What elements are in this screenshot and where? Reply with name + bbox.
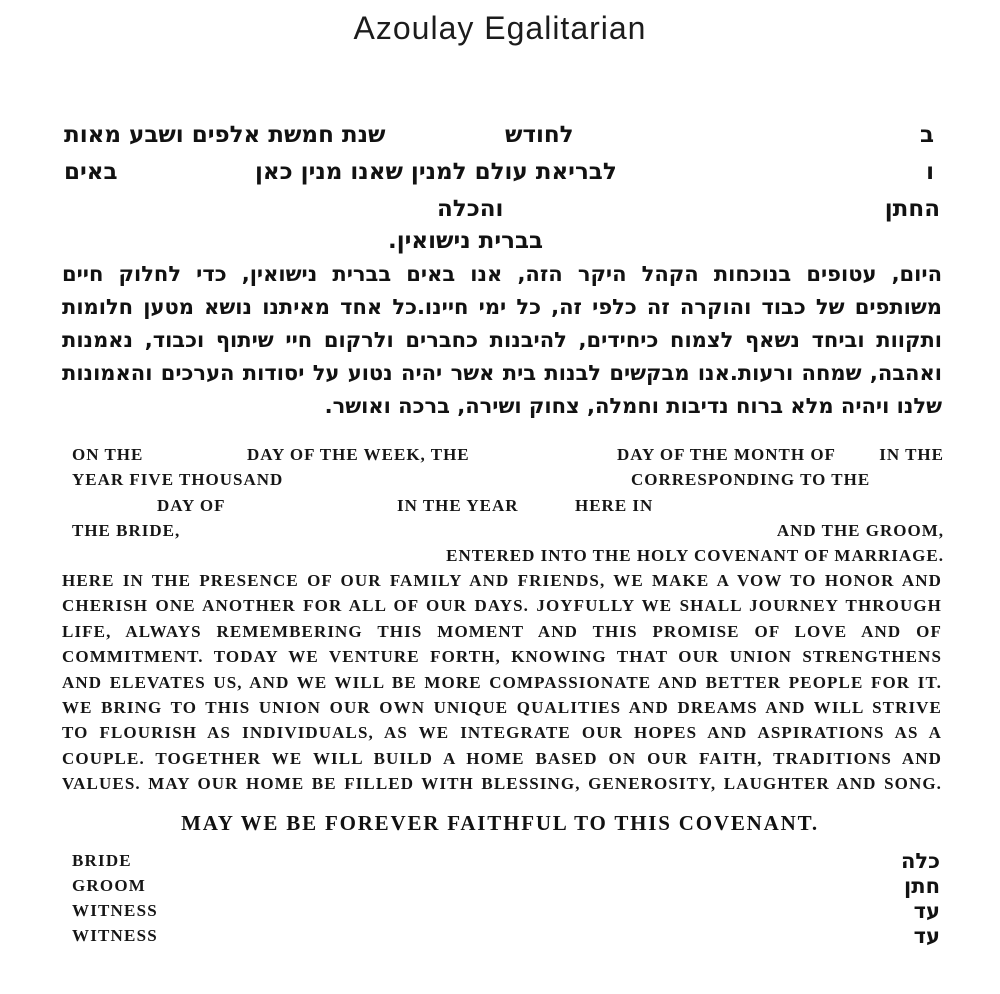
covenant-declaration: MAY WE BE FOREVER FAITHFUL TO THIS COVENANT. (181, 811, 819, 835)
hebrew-creation-label: לבריאת עולם למנין שאנו מנין כאן (255, 159, 617, 185)
english-day-of-month-label: DAY OF THE MONTH OF (617, 445, 836, 464)
signature-label-bride: BRIDE (72, 851, 132, 870)
hebrew-covenant-label: בברית נישואין. (388, 228, 544, 254)
english-in-the-label: IN THE (879, 445, 944, 464)
hebrew-paragraph: היום, עטופים בנוכחות הקהל היקר הזה, אנו באים בברית נישואין, כדי לחלוק חיים משותפים של כבוד והוקרה זה כלפי זה, כל ימי חיינו.כל אחד מאיתנו נושא מטען חלומות ותקוות וביחד נשאף לצמוח כיחידים, להיבנות כחברים ולרקום חיי שיתוף וכבוד, נאמנות ואהבה, שמחה ורעות.אנו מבקשים לבנות בית אשר יהיה נטוע על יסודות הערכים והאמונות שלנו ויהיה מלא ברוח נדיבות וחמלה, צחוק ושירה, ברכה ואושר. (62, 262, 942, 418)
signature-label-bride-hebrew: כלה (900, 849, 940, 873)
english-on-the-label: ON THE (72, 445, 144, 464)
english-year-label: YEAR FIVE THOUSAND (72, 470, 284, 489)
signature-label-groom: GROOM (72, 876, 146, 895)
english-day-of-week-label: DAY OF THE WEEK, THE (247, 445, 470, 464)
hebrew-year-label: שנת חמשת אלפים ושבע מאות (64, 122, 386, 148)
english-bride-label: THE BRIDE, (72, 521, 181, 540)
page-title: Azoulay Egalitarian (353, 10, 647, 46)
hebrew-groom-label: החתן (884, 196, 940, 222)
english-entered-covenant-label: ENTERED INTO THE HOLY COVENANT OF MARRIAGE. (446, 546, 944, 565)
english-day-of-label: DAY OF (157, 496, 226, 515)
english-corresponding-label: CORRESPONDING TO THE (631, 470, 871, 489)
hebrew-bride-label: והכלה (437, 196, 504, 222)
signature-label-witness-1: WITNESS (72, 901, 158, 920)
english-in-the-year-label: IN THE YEAR (397, 496, 519, 515)
hebrew-come-label: באים (64, 159, 118, 185)
hebrew-day-prefix: ב (919, 122, 934, 148)
hebrew-and-prefix: ו (926, 159, 934, 185)
signature-label-witness-1-hebrew: עד (913, 899, 940, 923)
signature-label-groom-hebrew: חתן (904, 874, 940, 898)
hebrew-month-label: לחודש (505, 122, 574, 148)
english-paragraph: HERE IN THE PRESENCE OF OUR FAMILY AND FRIENDS, WE MAKE A VOW TO HONOR AND CHERISH ONE ANOTHER FOR ALL OF OUR DAYS. JOYFULLY WE SHALL JOURNEY THROUGH LIFE, ALWAYS REMEMBERING THIS MOMENT AND THIS PROMISE OF LOVE AND OF COMMITMENT. TODAY WE VENTURE FORTH, KNOWING THAT OUR UNION STRENGTHENS AND ELEVATES US, AND WE WILL BE MORE COMPASSIONATE AND BETTER PEOPLE FOR IT. WE BRING TO THIS UNION OUR OWN UNIQUE QUALITIES AND DREAMS AND WILL STRIVE TO FLOURISH AS INDIVIDUALS, AS WE INTEGRATE OUR HOPES AND ASPIRATIONS AS A COUPLE. TOGETHER WE WILL BUILD A HOME BASED ON OUR FAITH, TRADITIONS AND VALUES. MAY OUR HOME BE FILLED WITH BLESSING, GENEROSITY, LAUGHTER AND SONG. (62, 571, 942, 794)
english-groom-label: AND THE GROOM, (776, 521, 944, 540)
english-here-in-label: HERE IN (575, 496, 654, 515)
signature-label-witness-2: WITNESS (72, 926, 158, 945)
signature-label-witness-2-hebrew: עד (913, 924, 940, 948)
